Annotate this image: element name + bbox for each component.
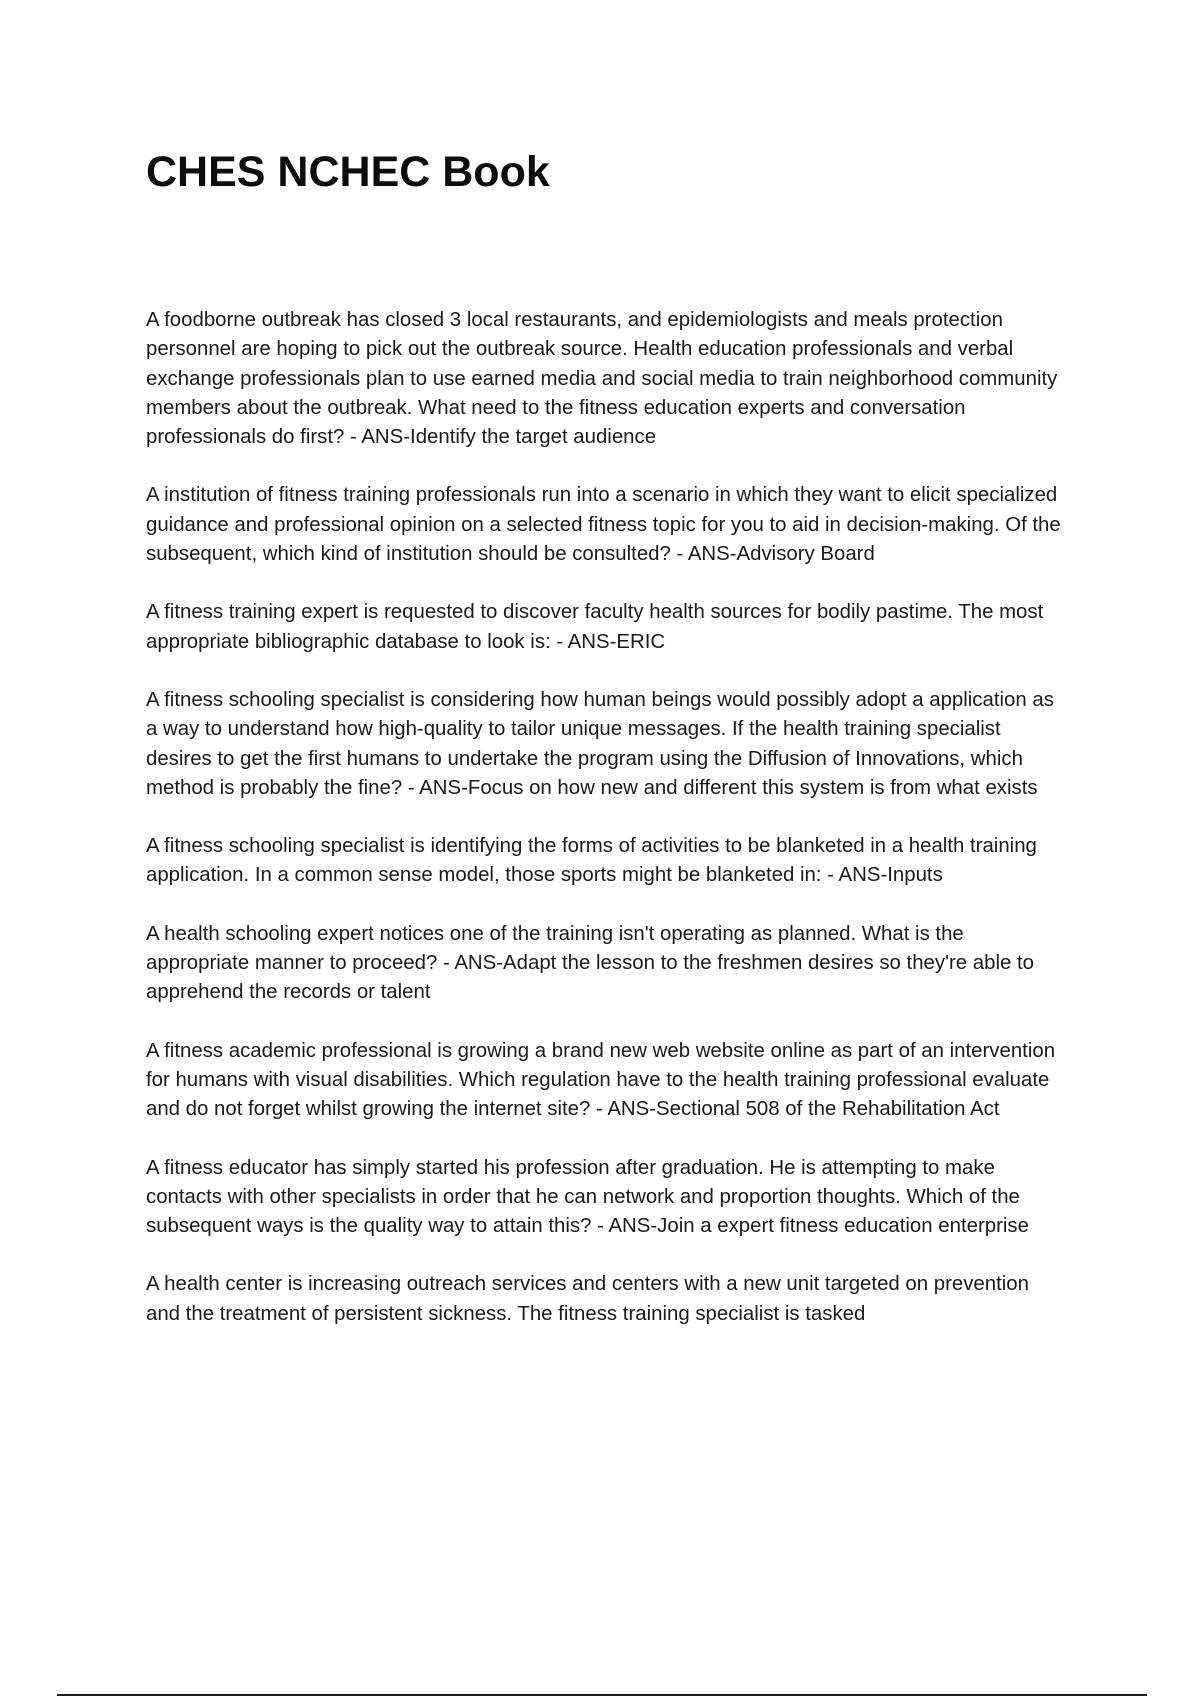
question-answer-list xyxy=(146,306,1068,1358)
qa-paragraph-1: A foodborne outbreak has closed 3 local restaurants, and epidemiologists and meals protection personnel are hoping to pick out the outbreak source. Health education professionals and verbal exchange professionals plan to use earned media and social media to train neighborhood community members about the outbreak. What need to the fitness education experts and conversation professionals do first? - ANS-Identify the target audience xyxy=(146,309,1058,449)
qa-paragraph-2: A institution of fitness training professionals run into a scenario in which they want to elicit specialized guidance and professional opinion on a selected fitness topic for you to aid in decision-making. Of the subsequent, which kind of institution should be consulted? - ANS-Advisory Board xyxy=(146,484,1061,566)
qa-paragraph-3: A fitness training expert is requested to discover faculty health sources for bodily pastime. The most appropriate bibliographic database to look is: - ANS-ERIC xyxy=(146,601,1044,653)
qa-paragraph-7: A fitness academic professional is growing a brand new web website online as part of an intervention for humans with visual disabilities. Which regulation have to the health training professional evaluate and do not forget whilst growing the internet site? - ANS-Sectional 508 of the Rehabilitation Act xyxy=(146,1039,1056,1121)
qa-paragraph-6: A health schooling expert notices one of the training isn't operating as planned. What is the appropriate manner to proceed? - ANS-Adapt the lesson to the freshmen desires so they're able to apprehend the records or talent xyxy=(146,922,1034,1004)
qa-paragraph-9: A health center is increasing outreach services and centers with a new unit targeted on prevention and the treatment of persistent sickness. The fitness training specialist is tasked xyxy=(146,1273,1029,1325)
document-title: CHES NCHEC Book xyxy=(146,148,550,196)
qa-paragraph-5: A fitness schooling specialist is identifying the forms of activities to be blanketed in a health training application. In a common sense model, those sports might be blanketed in: - ANS-Inputs xyxy=(146,835,1037,887)
qa-paragraph-8: A fitness educator has simply started his profession after graduation. He is attempting to make contacts with other specialists in order that he can network and proportion thoughts. Which of the subsequent ways is the quality way to attain this? - ANS-Join a expert fitness education enterprise xyxy=(146,1156,1029,1238)
footer-divider xyxy=(57,1694,1147,1696)
qa-paragraph-4: A fitness schooling specialist is considering how human beings would possibly adopt a application as a way to understand how high-quality to tailor unique messages. If the health training specialist desires to get the first humans to undertake the program using the Diffusion of Innovations, which method is probably the fine? - ANS-Focus on how new and different this system is from what exists xyxy=(146,688,1054,799)
